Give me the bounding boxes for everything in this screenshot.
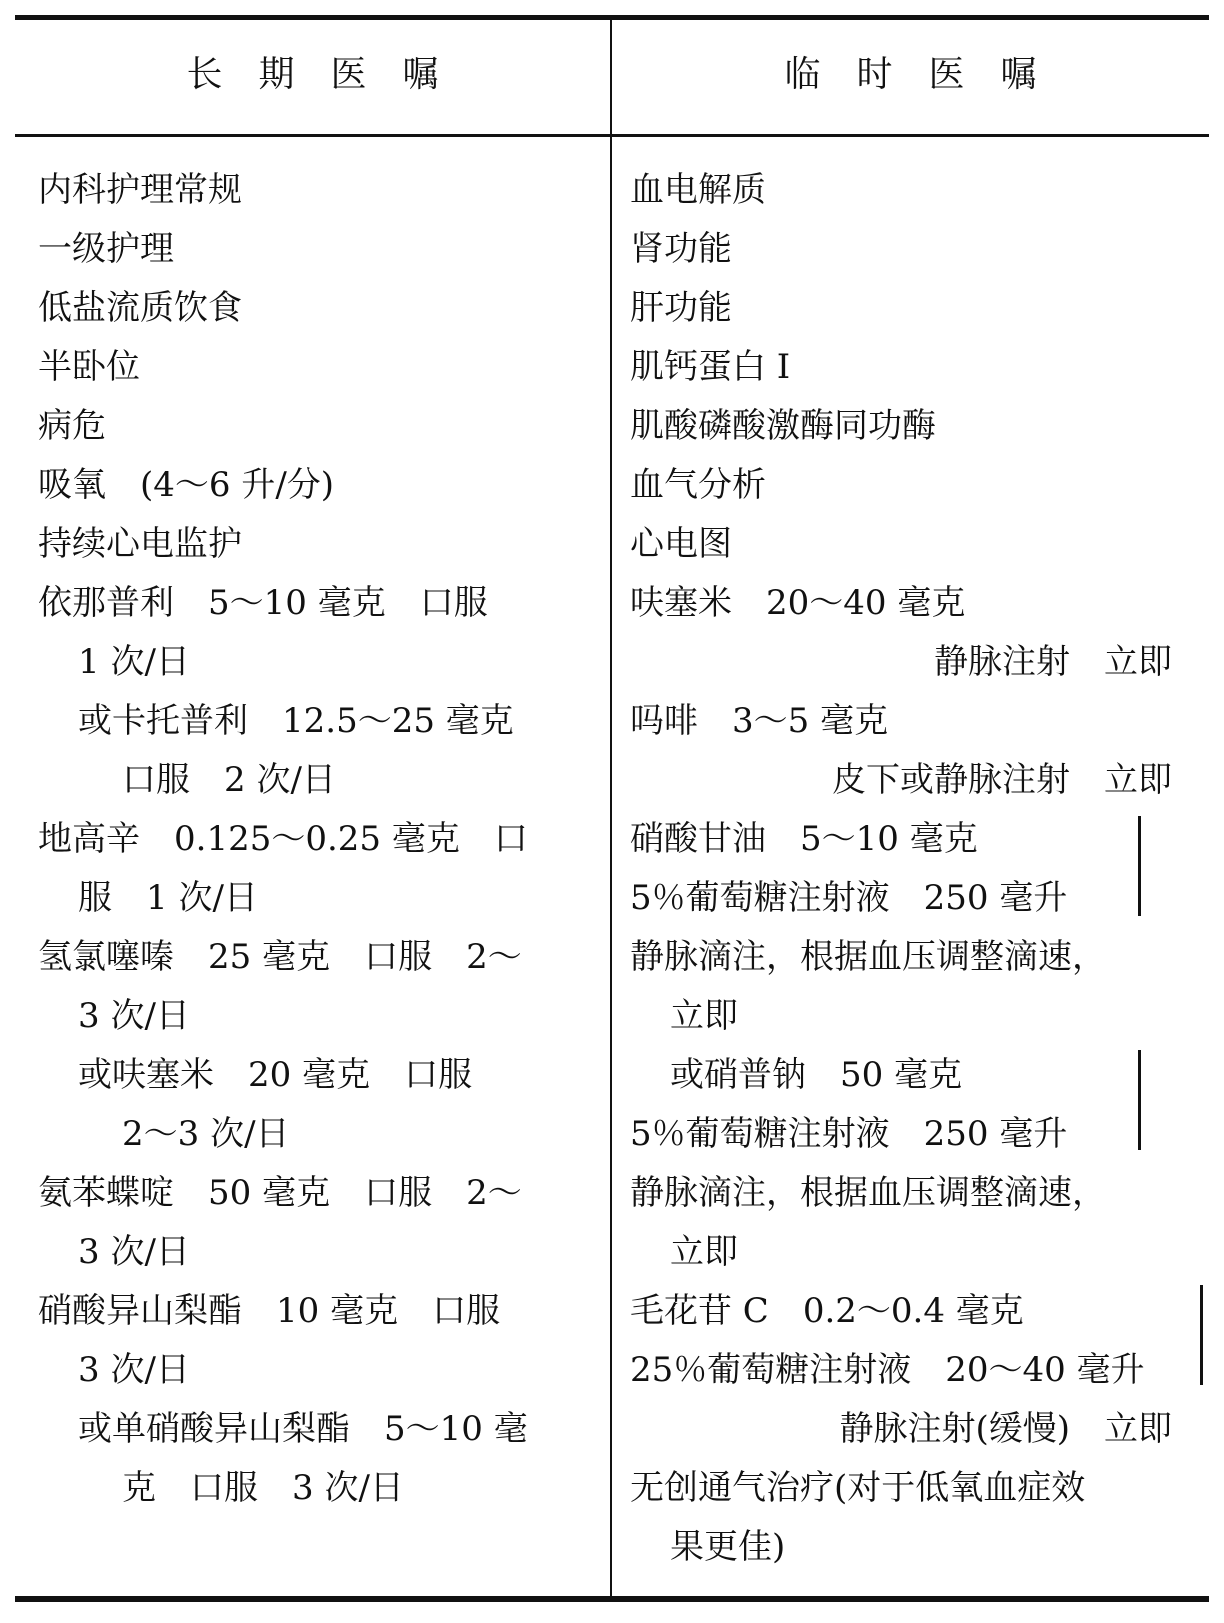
group-bracket	[1138, 816, 1141, 916]
order-line: 血电解质	[630, 170, 766, 210]
order-line: 依那普利 5～10 毫克 口服	[38, 583, 488, 623]
order-line: 氨苯蝶啶 50 毫克 口服 2～	[38, 1173, 522, 1213]
order-line: 或单硝酸异山梨酯 5～10 毫	[78, 1409, 528, 1449]
temporary-orders-heading: 临 时 医 嘱	[784, 54, 1037, 95]
order-line: 果更佳)	[670, 1527, 786, 1567]
order-line: 低盐流质饮食	[38, 288, 242, 328]
order-line: 口服 2 次/日	[122, 760, 336, 800]
order-line: 血气分析	[630, 465, 766, 505]
order-line: 氢氯噻嗪 25 毫克 口服 2～	[38, 937, 522, 977]
long-term-orders-column	[38, 161, 598, 1518]
order-line: 一级护理	[38, 229, 174, 269]
order-line: 2～3 次/日	[122, 1114, 290, 1154]
order-line: 硝酸甘油 5～10 毫克	[630, 819, 978, 859]
order-line: 无创通气治疗(对于低氧血症效	[630, 1468, 1086, 1508]
order-line: 或硝普钠 50 毫克	[670, 1055, 963, 1095]
order-line: 3 次/日	[78, 996, 190, 1036]
order-line: 肌酸磷酸激酶同功酶	[630, 406, 936, 446]
order-line: 3 次/日	[78, 1350, 190, 1390]
order-line: 3 次/日	[78, 1232, 190, 1272]
order-line: 1 次/日	[78, 642, 190, 682]
table-header-rule	[15, 134, 1209, 137]
long-term-orders-heading: 长 期 医 嘱	[186, 54, 439, 95]
group-bracket	[1138, 1050, 1141, 1150]
order-line: 静脉注射(缓慢) 立即	[839, 1409, 1172, 1449]
column-divider	[610, 17, 612, 1599]
order-line: 吗啡 3～5 毫克	[630, 701, 889, 741]
order-line: 静脉滴注，根据血压调整滴速，	[630, 937, 1106, 977]
table-top-rule	[15, 15, 1209, 20]
order-line: 肝功能	[630, 288, 732, 328]
order-line: 立即	[670, 1232, 738, 1272]
order-line: 地高辛 0.125～0.25 毫克 口	[38, 819, 528, 859]
order-line: 肾功能	[630, 229, 732, 269]
order-line: 皮下或静脉注射 立即	[832, 760, 1172, 800]
order-line: 持续心电监护	[38, 524, 242, 564]
order-line: 25％葡萄糖注射液 20～40 毫升	[630, 1350, 1145, 1390]
order-line: 病危	[38, 406, 106, 446]
order-line: 硝酸异山梨酯 10 毫克 口服	[38, 1291, 501, 1331]
order-line: 半卧位	[38, 347, 140, 387]
order-line: 服 1 次/日	[78, 878, 258, 918]
temporary-orders-column	[630, 161, 1190, 1577]
order-line: 吸氧 (4～6 升/分)	[38, 465, 335, 505]
order-line: 心电图	[630, 524, 732, 564]
order-line: 5％葡萄糖注射液 250 毫升	[630, 1114, 1068, 1154]
order-line: 立即	[670, 996, 738, 1036]
order-line: 5％葡萄糖注射液 250 毫升	[630, 878, 1068, 918]
order-line: 内科护理常规	[38, 170, 242, 210]
order-line: 静脉滴注，根据血压调整滴速，	[630, 1173, 1106, 1213]
order-line: 静脉注射 立即	[934, 642, 1172, 682]
order-line: 肌钙蛋白 I	[630, 347, 791, 387]
order-line: 呋塞米 20～40 毫克	[630, 583, 966, 623]
order-line: 克 口服 3 次/日	[122, 1468, 404, 1508]
order-line: 或呋塞米 20 毫克 口服	[78, 1055, 473, 1095]
order-line: 毛花苷 C 0.2～0.4 毫克	[630, 1291, 1024, 1331]
table-bottom-rule	[15, 1596, 1209, 1602]
order-line: 或卡托普利 12.5～25 毫克	[78, 701, 514, 741]
group-bracket	[1200, 1285, 1203, 1385]
